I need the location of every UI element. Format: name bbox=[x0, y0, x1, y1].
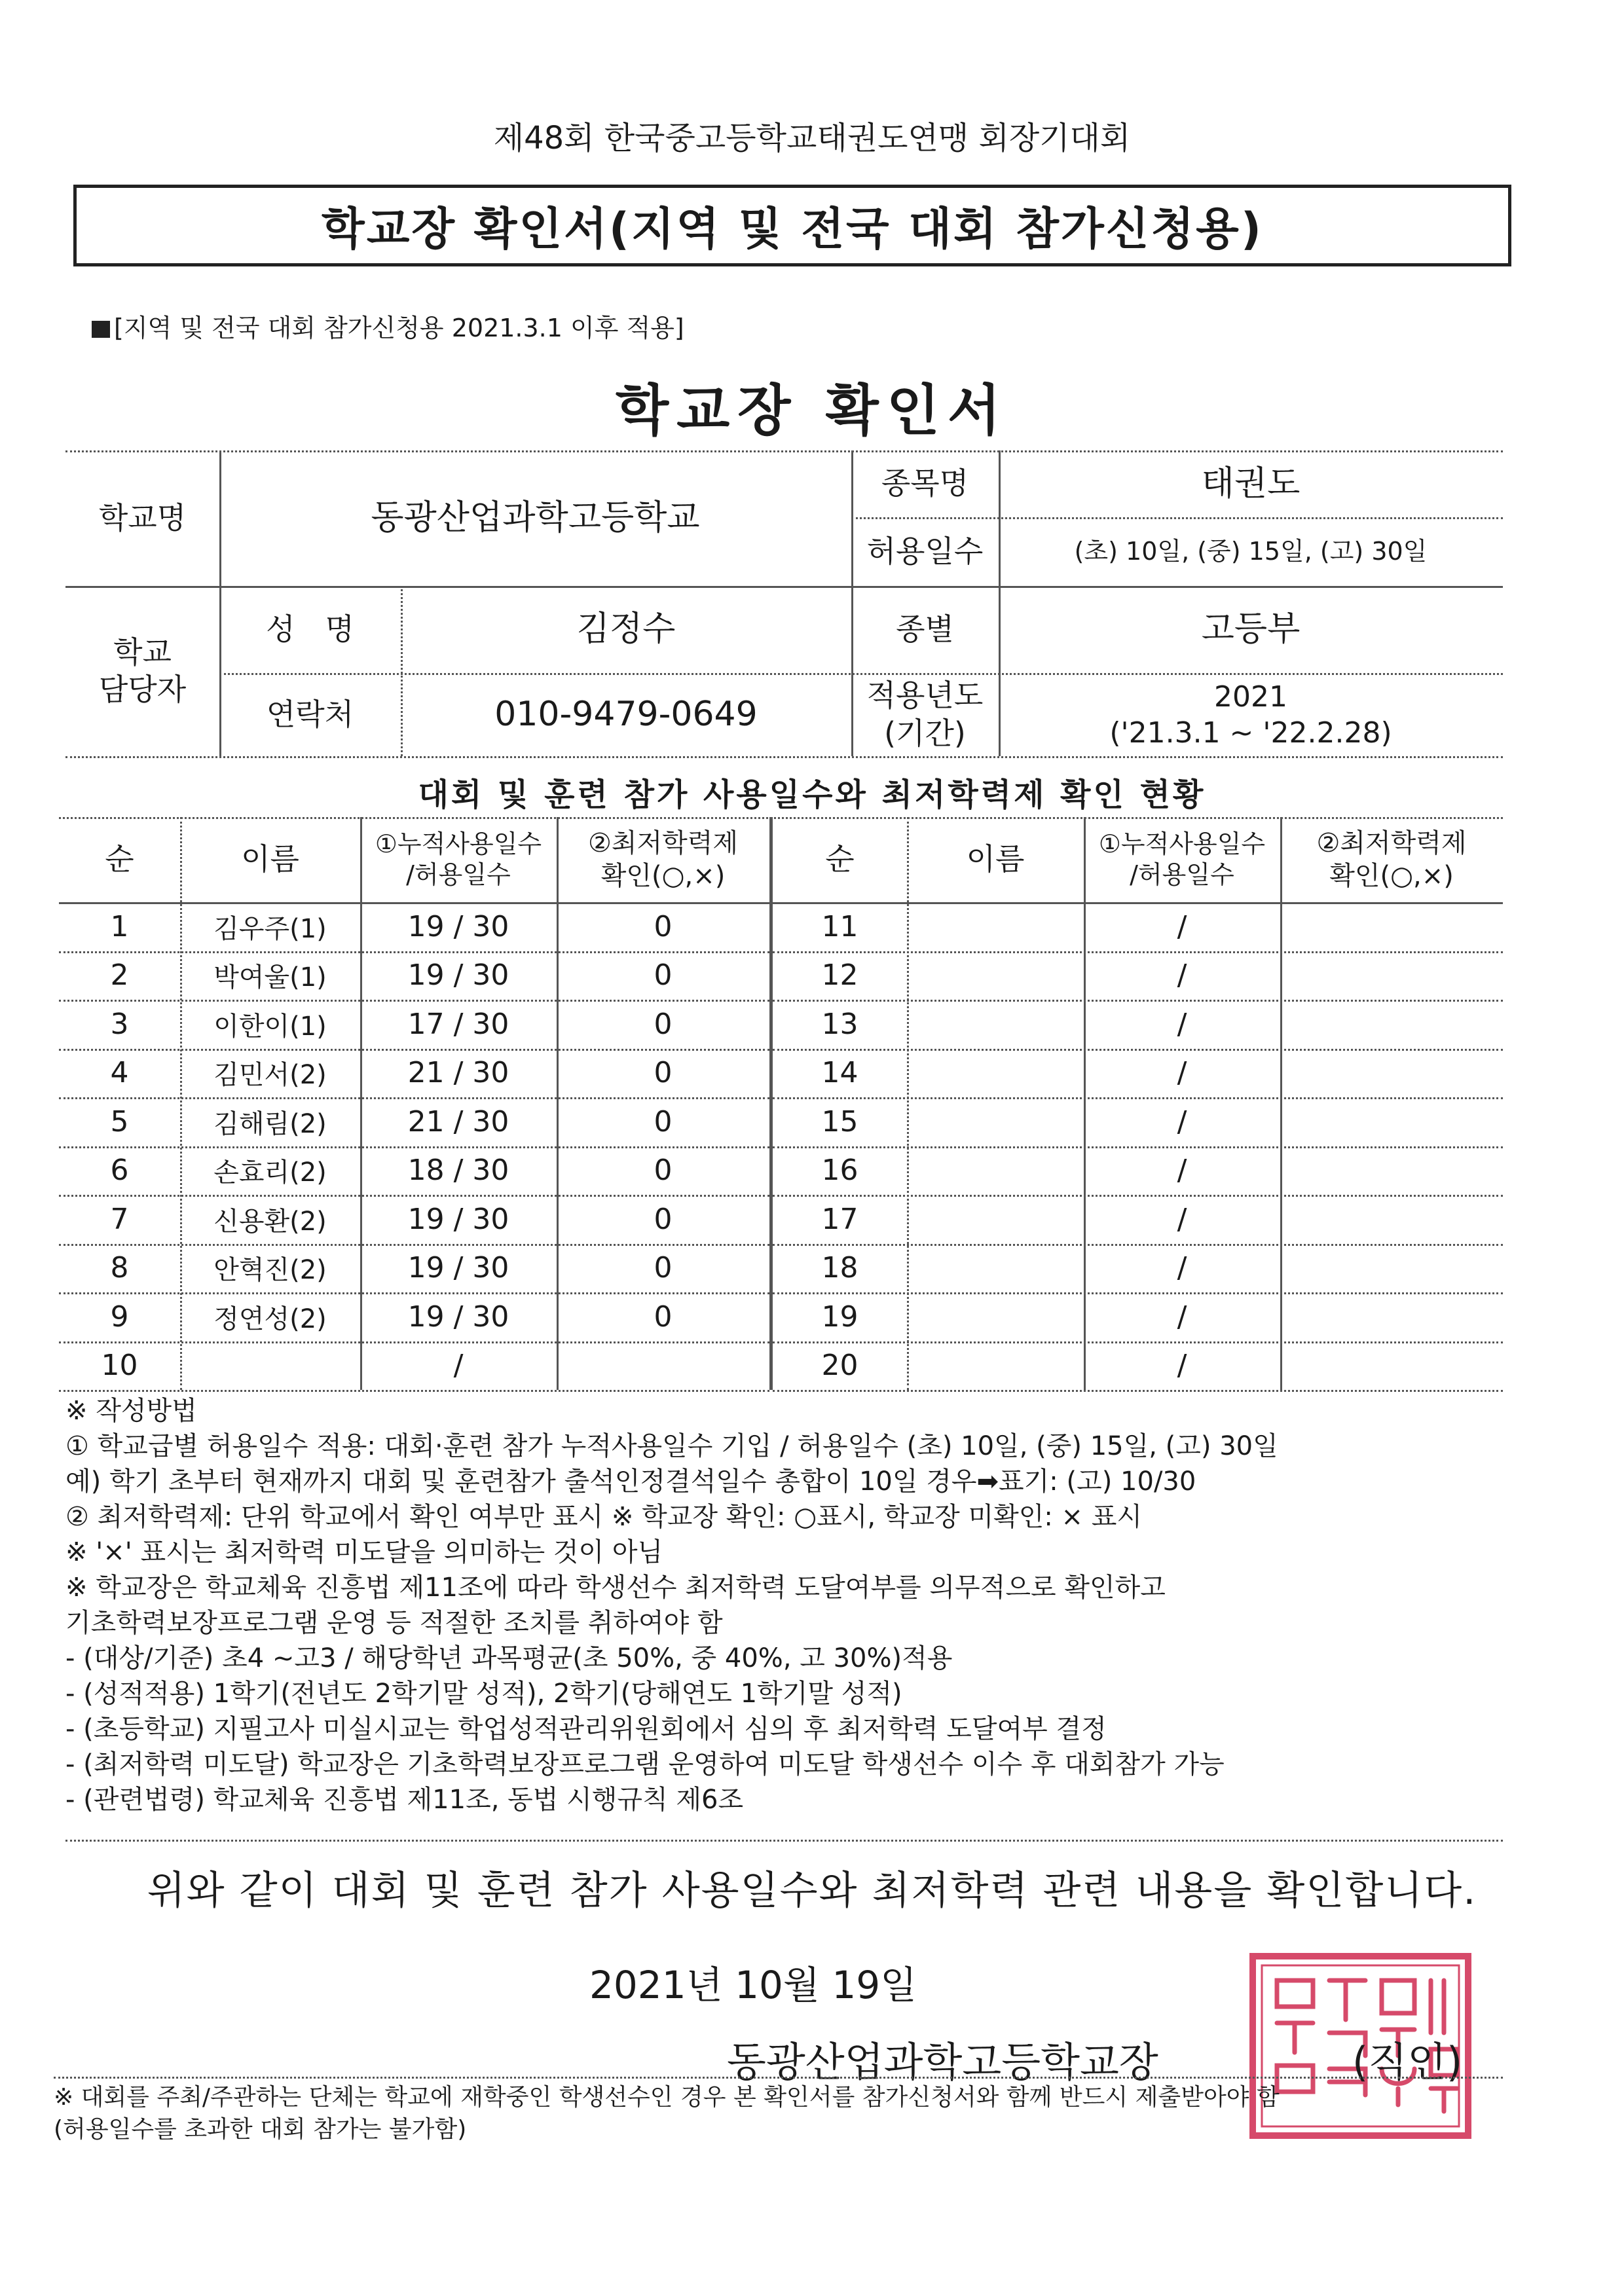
apply-note-text: [지역 및 전국 대회 참가신청용 2021.3.1 이후 적용] bbox=[114, 314, 684, 342]
footnote-line-1: ※ 대회를 주최/주관하는 단체는 학교에 재학중인 학생선수인 경우 본 확인서를 참가신청서와 함께 반드시 제출받아야 함 bbox=[54, 2084, 1280, 2111]
table-cell-check bbox=[1280, 1097, 1503, 1146]
note-line: ② 최저학력제: 단위 학교에서 확인 여부만 표시 ※ 학교장 확인: ○표시, 학교장 미확인: × 표시 bbox=[65, 1502, 1143, 1532]
header-name-right: 이름 bbox=[966, 841, 1025, 877]
table-cell-name: 이한이(1) bbox=[213, 1011, 327, 1042]
note-line: ※ '×' 표시는 최저학력 미도달을 의미하는 것이 아님 bbox=[65, 1537, 663, 1567]
table-cell-name: 김우주(1) bbox=[213, 913, 327, 944]
seal-label: (직인) bbox=[1352, 2038, 1463, 2086]
form-title-box bbox=[73, 185, 1511, 266]
table-cell-no: 16 bbox=[821, 1154, 858, 1188]
principal-signer: 동광산업과학고등학교장 bbox=[727, 2038, 1158, 2086]
table-cell-no: 13 bbox=[821, 1007, 858, 1041]
table-cell-days: / bbox=[1177, 1202, 1187, 1236]
table-cell-name bbox=[907, 951, 1084, 1000]
header-no-left: 순 bbox=[105, 841, 134, 877]
division-value: 고등부 bbox=[1201, 610, 1301, 649]
table-cell-name bbox=[180, 1341, 360, 1391]
header-min-line1: ②최저학력제 bbox=[587, 828, 739, 858]
table-cell-check: 0 bbox=[654, 1300, 673, 1334]
table-cell-days: / bbox=[1177, 1349, 1187, 1383]
table-cell-days: / bbox=[453, 1349, 464, 1383]
table-cell-no: 12 bbox=[821, 958, 858, 993]
issue-date: 2021년 10월 19일 bbox=[589, 1963, 917, 2007]
header-days-line2-right: /허용일수 bbox=[1130, 860, 1234, 889]
note-line: 기초학력보장프로그램 운영 등 적절한 조치를 취하여야 함 bbox=[65, 1608, 723, 1638]
table-cell-no: 19 bbox=[821, 1300, 858, 1334]
table-cell-name: 김민서(2) bbox=[213, 1060, 327, 1091]
table-cell-no: 8 bbox=[110, 1251, 129, 1285]
table-cell-days: / bbox=[1177, 958, 1187, 993]
footnote-line-2: (허용일수를 초과한 대회 참가는 불가함) bbox=[54, 2115, 467, 2143]
header-name-left: 이름 bbox=[241, 841, 299, 877]
table-cell-days: / bbox=[1177, 1007, 1187, 1041]
table-cell-name bbox=[907, 1097, 1084, 1146]
year-value-line2: ('21.3.1 ~ '22.2.28) bbox=[1109, 716, 1392, 750]
confirm-statement: 위와 같이 대회 및 훈련 참가 사용일수와 최저학력 관련 내용을 확인합니다. bbox=[147, 1868, 1477, 1914]
table-cell-name: 신용환(2) bbox=[213, 1206, 327, 1237]
year-label-line2: (기간) bbox=[884, 715, 966, 751]
table-cell-name: 박여울(1) bbox=[213, 962, 327, 993]
table-cell-name: 안혁진(2) bbox=[213, 1255, 327, 1286]
table-cell-check: 0 bbox=[654, 1056, 673, 1090]
school-value: 동광산업과학고등학교 bbox=[371, 498, 700, 538]
header-days-line1-right: ①누적사용일수 bbox=[1098, 829, 1266, 858]
table-cell-no: 3 bbox=[110, 1007, 129, 1041]
table-cell-no: 4 bbox=[110, 1056, 129, 1090]
table-cell-days: 18 / 30 bbox=[407, 1154, 509, 1188]
table-cell-no: 2 bbox=[110, 958, 129, 993]
name-label: 성 명 bbox=[266, 611, 354, 647]
table-row-line bbox=[773, 1390, 1503, 1392]
table-cell-check bbox=[1280, 1244, 1503, 1293]
division-label: 종별 bbox=[896, 611, 954, 647]
header-no-right: 순 bbox=[825, 841, 855, 877]
table-cell-no: 7 bbox=[110, 1202, 129, 1236]
contact-label: 연락처 bbox=[266, 696, 354, 732]
table-cell-name bbox=[907, 1195, 1084, 1244]
sport-label: 종목명 bbox=[881, 465, 969, 501]
table-cell-check bbox=[1280, 902, 1503, 951]
table-cell-check bbox=[1280, 1195, 1503, 1244]
table-cell-no: 17 bbox=[821, 1202, 858, 1236]
table-cell-name bbox=[907, 902, 1084, 951]
table-cell-days: 19 / 30 bbox=[407, 1202, 509, 1236]
table-cell-check bbox=[1280, 1292, 1503, 1341]
year-value bbox=[999, 673, 1503, 756]
table-cell-check bbox=[1280, 951, 1503, 1000]
table-cell-name bbox=[907, 1000, 1084, 1049]
table-cell-name bbox=[907, 1244, 1084, 1293]
name-value: 김정수 bbox=[576, 610, 676, 649]
table-cell-no: 18 bbox=[821, 1251, 858, 1285]
table-cell-name bbox=[907, 1341, 1084, 1391]
days-value: (초) 10일, (중) 15일, (고) 30일 bbox=[1074, 536, 1428, 566]
days-label: 허용일수 bbox=[866, 533, 984, 569]
year-label-line1: 적용년도 bbox=[866, 678, 984, 713]
table-cell-days: / bbox=[1177, 909, 1187, 943]
table-cell-name bbox=[907, 1049, 1084, 1098]
square-bullet-icon bbox=[92, 321, 110, 338]
table-cell-name bbox=[907, 1146, 1084, 1195]
school-label: 학교명 bbox=[98, 500, 187, 536]
main-title: 학교장 확인서 bbox=[615, 378, 1009, 443]
year-label bbox=[851, 673, 999, 756]
table-cell-days: 19 / 30 bbox=[407, 1251, 509, 1285]
header-days-line2: /허용일수 bbox=[406, 860, 511, 889]
note-line: - (초등학교) 지필고사 미실시교는 학업성적관리위원회에서 심의 후 최저학력 도달여부 결정 bbox=[65, 1714, 1107, 1744]
event-title: 제48회 한국중고등학교태권도연맹 회장기대회 bbox=[493, 120, 1131, 156]
year-value-line1: 2021 bbox=[1214, 680, 1287, 714]
table-cell-check: 0 bbox=[654, 1251, 673, 1285]
note-line: - (최저학력 미도달) 학교장은 기초학력보장프로그램 운영하여 미도달 학생선수 이수 후 대회참가 가능 bbox=[65, 1749, 1225, 1779]
notes-block bbox=[65, 1393, 1278, 1817]
notes-bottom-line bbox=[65, 1840, 1503, 1842]
table-cell-name: 손효리(2) bbox=[213, 1157, 327, 1188]
header-days-left bbox=[360, 817, 557, 902]
info-line-bottom bbox=[65, 756, 1503, 758]
table-cell-no: 1 bbox=[110, 909, 129, 943]
table-cell-no: 15 bbox=[821, 1104, 858, 1139]
note-line: ※ 작성방법 bbox=[65, 1396, 197, 1426]
table-cell-days: 17 / 30 bbox=[407, 1007, 509, 1041]
table-cell-check bbox=[1280, 1000, 1503, 1049]
table-cell-no: 11 bbox=[821, 909, 858, 943]
form-title: 학교장 확인서(지역 및 전국 대회 참가신청용) bbox=[322, 204, 1263, 255]
table-cell-no: 5 bbox=[110, 1104, 129, 1139]
table-cell-check: 0 bbox=[654, 909, 673, 943]
table-cell-check: 0 bbox=[654, 1104, 673, 1139]
header-min-line2-right: 확인(○,×) bbox=[1329, 861, 1454, 891]
note-line: ① 학교급별 허용일수 적용: 대회·훈련 참가 누적사용일수 기입 / 허용일수 (초) 10일, (중) 15일, (고) 30일 bbox=[65, 1431, 1278, 1461]
sport-value: 태권도 bbox=[1201, 464, 1301, 503]
table-cell-check bbox=[1280, 1341, 1503, 1391]
table-cell-days: 19 / 30 bbox=[407, 1300, 509, 1334]
table-cell-no: 20 bbox=[821, 1349, 858, 1383]
apply-note bbox=[92, 308, 684, 344]
header-min-line1-right: ②최저학력제 bbox=[1316, 828, 1467, 858]
section-title: 대회 및 훈련 참가 사용일수와 최저학력제 확인 현황 bbox=[418, 776, 1206, 813]
table-cell-days: 21 / 30 bbox=[407, 1056, 509, 1090]
table-cell-no: 9 bbox=[110, 1300, 129, 1334]
manager-label-line1: 학교 bbox=[113, 634, 172, 670]
contact-value: 010-9479-0649 bbox=[494, 695, 758, 734]
table-cell-days: / bbox=[1177, 1300, 1187, 1334]
header-min-line2: 확인(○,×) bbox=[600, 861, 726, 891]
table-cell-days: / bbox=[1177, 1056, 1187, 1090]
manager-label bbox=[65, 586, 219, 756]
table-cell-name bbox=[907, 1292, 1084, 1341]
table-cell-no: 14 bbox=[821, 1056, 858, 1090]
table-cell-check: 0 bbox=[654, 958, 673, 993]
table-cell-name: 김해림(2) bbox=[213, 1108, 327, 1139]
note-line: - (성적적용) 1학기(전년도 2학기말 성적), 2학기(당해연도 1학기말 성적) bbox=[65, 1679, 902, 1709]
header-days-line1: ①누적사용일수 bbox=[375, 829, 542, 858]
table-cell-days: / bbox=[1177, 1104, 1187, 1139]
table-cell-check bbox=[1280, 1146, 1503, 1195]
table-cell-check bbox=[1280, 1049, 1503, 1098]
table-cell-days: / bbox=[1177, 1154, 1187, 1188]
note-line: 예) 학기 초부터 현재까지 대회 및 훈련참가 출석인정결석일수 총합이 10일 경우➡표기: (고) 10/30 bbox=[65, 1467, 1196, 1497]
table-cell-no: 10 bbox=[101, 1349, 138, 1383]
header-min-right bbox=[1280, 817, 1503, 902]
note-line: - (관련법령) 학교체육 진흥법 제11조, 동법 시행규칙 제6조 bbox=[65, 1785, 744, 1815]
footnote bbox=[54, 2082, 1280, 2145]
table-cell-check: 0 bbox=[654, 1202, 673, 1236]
table-cell-days: 19 / 30 bbox=[407, 958, 509, 993]
table-cell-days: 21 / 30 bbox=[407, 1104, 509, 1139]
table-cell-check: 0 bbox=[654, 1007, 673, 1041]
table-cell-no: 6 bbox=[110, 1154, 129, 1188]
table-row-line bbox=[59, 1390, 769, 1392]
table-cell-check bbox=[557, 1341, 769, 1391]
header-days-right bbox=[1084, 817, 1280, 902]
table-cell-days: 19 / 30 bbox=[407, 909, 509, 943]
note-line: - (대상/기준) 초4 ~고3 / 해당학년 과목평균(초 50%, 중 40%, 고 30%)적용 bbox=[65, 1643, 953, 1673]
table-cell-name: 정연성(2) bbox=[213, 1303, 327, 1334]
header-min-left bbox=[557, 817, 769, 902]
footnote-line bbox=[54, 2077, 1503, 2079]
table-cell-days: / bbox=[1177, 1251, 1187, 1285]
note-line: ※ 학교장은 학교체육 진흥법 제11조에 따라 학생선수 최저학력 도달여부를 의무적으로 확인하고 bbox=[65, 1573, 1166, 1603]
table-cell-check: 0 bbox=[654, 1154, 673, 1188]
manager-label-line2: 담당자 bbox=[98, 672, 187, 707]
